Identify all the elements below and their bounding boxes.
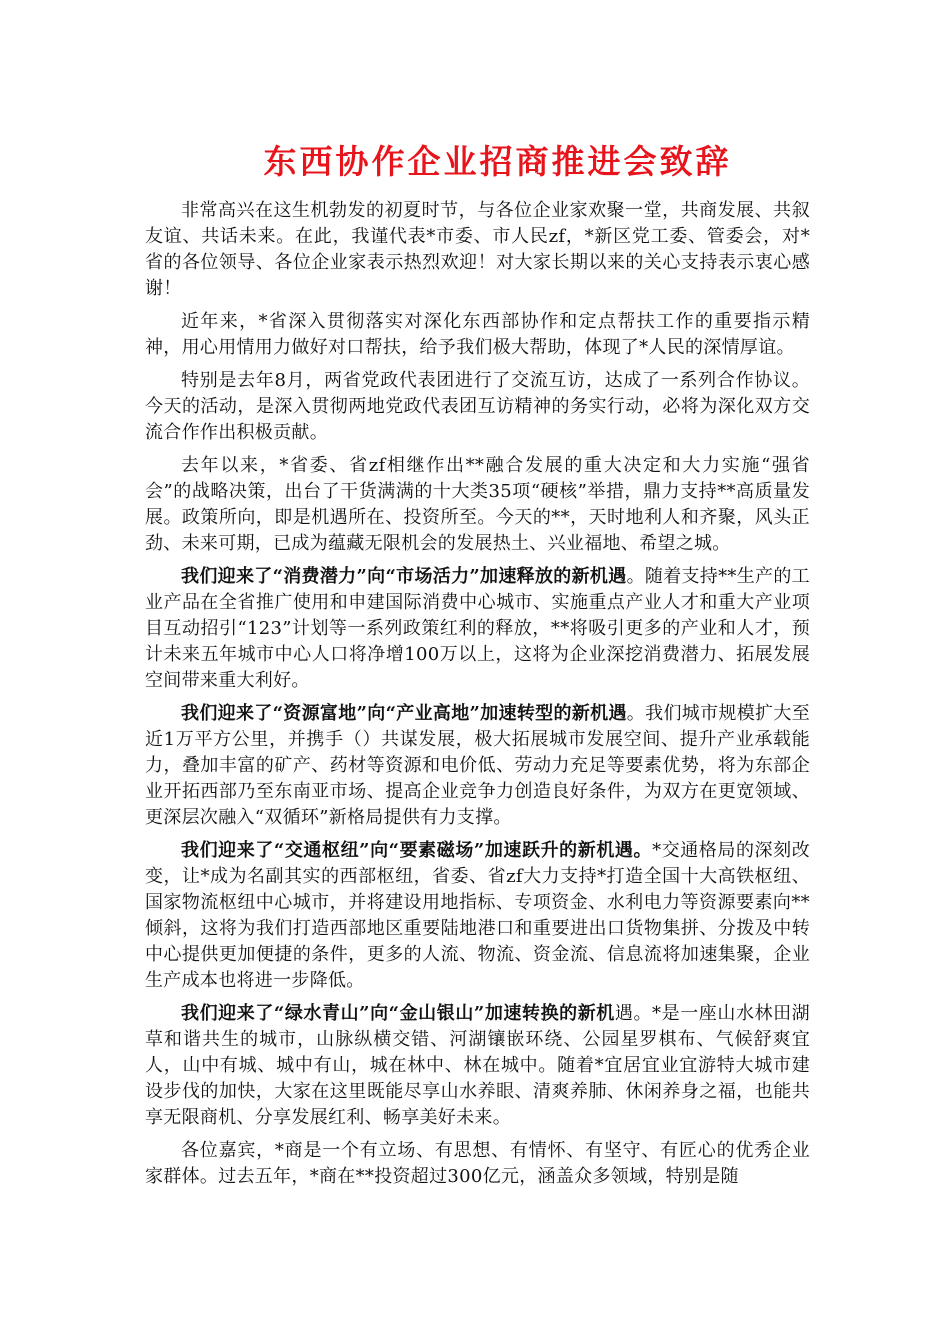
paragraph-text: 。我们城市规模扩大至近1万平方公里，并携手（）共谋发展，极大拓展城市发展空间、提升产业承载能力，叠加丰富的矿产、药材等资源和电价低、劳动力充足等要素优势，将为东部企业开拓西部乃至东南亚市场、提高企业竞争力创造良好条件，为双方在更宽领域、更深层次融入“双循环”新格局提供有力支撑。 [145, 703, 810, 828]
paragraph-text: *交通格局的深刻改变，让*成为名副其实的西部枢纽，省委、省zf大力支持*打造全国十大高铁枢纽、国家物流枢纽中心城市，并将建设用地指标、专项资金、水利电力等资源要素向**倾斜，这将为我们打造西部地区重要陆地港口和重要进出口货物集拼、分拨及中转中心提供更加便捷的条件，更多的人流、物流、资金流、信息流将加速集聚，企业生产成本也将进一步降低。 [145, 840, 810, 991]
paragraph-lead: 我们迎来了“绿水青山”向“金山银山”加速转换的新机 [181, 1003, 615, 1024]
paragraph-4 [145, 453, 810, 557]
paragraph-text: 非常高兴在这生机勃发的初夏时节，与各位企业家欢聚一堂，共商发展、共叙友谊、共话未来。在此，我谨代表*市委、市人民zf，*新区党工委、管委会，对*省的各位领导、各位企业家表示热烈欢迎！对大家长期以来的关心支持表示衷心感谢！ [145, 200, 810, 299]
paragraph-text: 特别是去年8月，两省党政代表团进行了交流互访，达成了一系列合作协议。今天的活动，是深入贯彻两地党政代表团互访精神的务实行动，必将为深化双方交流合作作出积极贡献。 [145, 370, 810, 443]
paragraph-text: 去年以来，*省委、省zf相继作出**融合发展的重大决定和大力实施“强省会”的战略决策，出台了干货满满的十大类35项“硬核”举措，鼎力支持**高质量发展。政策所向，即是机遇所在、投资所至。今天的**，天时地利人和齐聚，风头正劲、未来可期，已成为蕴藏无限机会的发展热土、兴业福地、希望之城。 [145, 455, 810, 554]
paragraph-7 [145, 838, 810, 994]
paragraph-text: 近年来，*省深入贯彻落实对深化东西部协作和定点帮扶工作的重要指示精神，用心用情用力做好对口帮扶，给予我们极大帮助，体现了*人民的深情厚谊。 [145, 311, 810, 358]
paragraph-text: 各位嘉宾，*商是一个有立场、有思想、有情怀、有坚守、有匠心的优秀企业家群体。过去五年，*商在**投资超过300亿元，涵盖众多领域，特别是随 [145, 1140, 810, 1187]
paragraph-6 [145, 701, 810, 831]
paragraph-9 [145, 1138, 810, 1190]
document-page [145, 140, 810, 1197]
paragraph-lead: 我们迎来了“消费潜力”向“市场活力”加速释放的新机遇 [181, 566, 627, 587]
paragraph-2 [145, 309, 810, 361]
paragraph-8 [145, 1001, 810, 1131]
paragraph-3 [145, 368, 810, 446]
paragraph-lead: 我们迎来了“交通枢纽”向“要素磁场”加速跃升的新机遇。 [181, 840, 653, 861]
paragraph-1 [145, 198, 810, 302]
paragraph-5 [145, 564, 810, 694]
paragraph-text: 遇。*是一座山水林田湖草和谐共生的城市，山脉纵横交错、河湖镶嵌环绕、公园星罗棋布、气候舒爽宜人，山中有城、城中有山，城在林中、林在城中。随着*宜居宜业宜游特大城市建设步伐的加快，大家在这里既能尽享山水养眼、清爽养肺、休闲养身之福，也能共享无限商机、分享发展红利、畅享美好未来。 [145, 1003, 810, 1128]
paragraph-text: 。随着支持**生产的工业产品在全省推广使用和申建国际消费中心城市、实施重点产业人才和重大产业项目互动招引“123”计划等一系列政策红利的释放，**将吸引更多的产业和人才，预计未来五年城市中心人口将净增100万以上，这将为企业深挖消费潜力、拓展发展空间带来重大利好。 [145, 566, 810, 691]
document-title: 东西协作企业招商推进会致辞 [263, 142, 732, 181]
paragraph-lead: 我们迎来了“资源富地”向“产业高地”加速转型的新机遇 [181, 703, 627, 724]
